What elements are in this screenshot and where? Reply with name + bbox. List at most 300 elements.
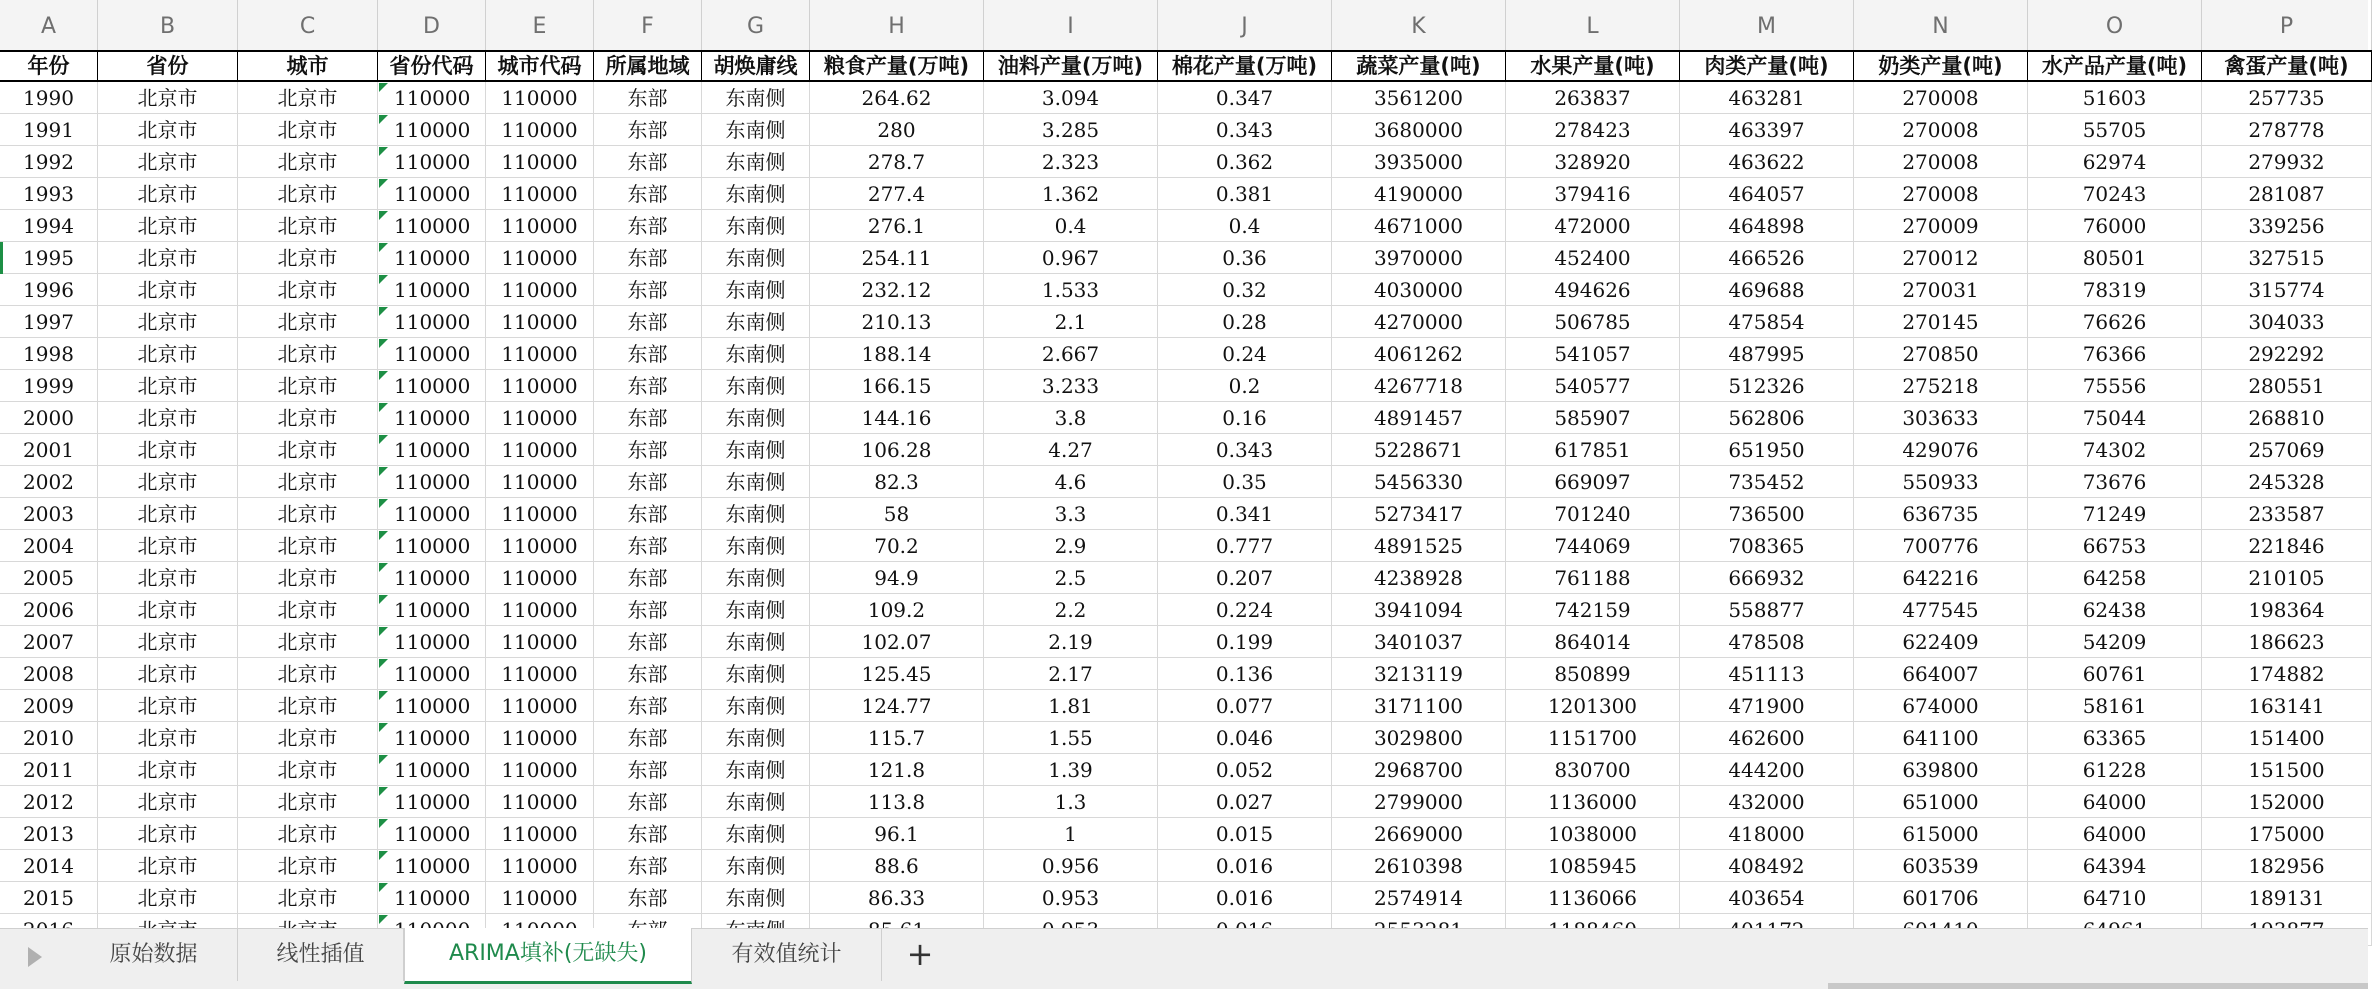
table-cell[interactable]: 0.207 (1158, 562, 1332, 594)
table-cell[interactable]: 110000 (486, 498, 594, 530)
table-cell[interactable]: 1991 (0, 114, 98, 146)
table-cell[interactable]: 东南侧 (702, 498, 810, 530)
table-cell[interactable]: 2000 (0, 402, 98, 434)
table-cell[interactable]: 2001 (0, 434, 98, 466)
column-letter-g[interactable]: G (702, 0, 810, 50)
table-cell[interactable]: 279932 (2202, 146, 2372, 178)
table-cell[interactable]: 736500 (1680, 498, 1854, 530)
table-cell[interactable]: 2015 (0, 882, 98, 914)
table-cell[interactable]: 110000 (378, 498, 486, 530)
column-letter-e[interactable]: E (486, 0, 594, 50)
table-cell[interactable]: 东部 (594, 210, 702, 242)
table-cell[interactable]: 北京市 (98, 658, 238, 690)
table-cell[interactable]: 110000 (486, 178, 594, 210)
table-cell[interactable]: 280551 (2202, 370, 2372, 402)
table-cell[interactable]: 东部 (594, 402, 702, 434)
table-cell[interactable]: 70.2 (810, 530, 984, 562)
table-cell[interactable]: 北京市 (98, 466, 238, 498)
table-cell[interactable]: 63365 (2028, 722, 2202, 754)
table-cell[interactable]: 东南侧 (702, 818, 810, 850)
table-cell[interactable]: 110000 (486, 786, 594, 818)
table-cell[interactable]: 0.199 (1158, 626, 1332, 658)
table-cell[interactable]: 0.015 (1158, 818, 1332, 850)
table-cell[interactable]: 327515 (2202, 242, 2372, 274)
tab-raw-data[interactable]: 原始数据 (70, 929, 238, 981)
table-cell[interactable]: 64000 (2028, 818, 2202, 850)
table-cell[interactable]: 303633 (1854, 402, 2028, 434)
table-cell[interactable]: 494626 (1506, 274, 1680, 306)
header-cell[interactable]: 粮食产量(万吨) (810, 50, 984, 82)
table-cell[interactable]: 4891525 (1332, 530, 1506, 562)
table-cell[interactable]: 245328 (2202, 466, 2372, 498)
table-cell[interactable]: 东部 (594, 786, 702, 818)
table-cell[interactable]: 1994 (0, 210, 98, 242)
header-cell[interactable]: 奶类产量(吨) (1854, 50, 2028, 82)
table-cell[interactable]: 1038000 (1506, 818, 1680, 850)
table-cell[interactable]: 110000 (486, 82, 594, 114)
table-cell[interactable]: 110000 (486, 338, 594, 370)
table-cell[interactable]: 270031 (1854, 274, 2028, 306)
table-cell[interactable]: 735452 (1680, 466, 1854, 498)
table-cell[interactable]: 558877 (1680, 594, 1854, 626)
table-cell[interactable]: 北京市 (238, 594, 378, 626)
table-cell[interactable]: 78319 (2028, 274, 2202, 306)
table-cell[interactable]: 182956 (2202, 850, 2372, 882)
table-cell[interactable]: 北京市 (98, 338, 238, 370)
table-cell[interactable]: 北京市 (98, 818, 238, 850)
table-cell[interactable]: 110000 (486, 882, 594, 914)
table-cell[interactable]: 东南侧 (702, 114, 810, 146)
table-cell[interactable]: 0.24 (1158, 338, 1332, 370)
table-cell[interactable]: 110000 (378, 818, 486, 850)
table-cell[interactable]: 418000 (1680, 818, 1854, 850)
table-cell[interactable]: 北京市 (238, 466, 378, 498)
table-cell[interactable]: 北京市 (238, 498, 378, 530)
table-cell[interactable]: 109.2 (810, 594, 984, 626)
table-cell[interactable]: 0.32 (1158, 274, 1332, 306)
table-cell[interactable]: 东部 (594, 882, 702, 914)
table-cell[interactable]: 432000 (1680, 786, 1854, 818)
table-cell[interactable]: 北京市 (98, 146, 238, 178)
table-cell[interactable]: 2010 (0, 722, 98, 754)
table-cell[interactable]: 3.233 (984, 370, 1158, 402)
table-cell[interactable]: 75044 (2028, 402, 2202, 434)
table-cell[interactable]: 北京市 (238, 178, 378, 210)
table-cell[interactable]: 东部 (594, 658, 702, 690)
table-cell[interactable]: 110000 (378, 754, 486, 786)
column-letter-m[interactable]: M (1680, 0, 1854, 50)
table-cell[interactable]: 270008 (1854, 82, 2028, 114)
table-cell[interactable]: 66753 (2028, 530, 2202, 562)
table-cell[interactable]: 0.343 (1158, 114, 1332, 146)
table-cell[interactable]: 东部 (594, 274, 702, 306)
table-cell[interactable]: 东部 (594, 370, 702, 402)
table-cell[interactable]: 60761 (2028, 658, 2202, 690)
table-cell[interactable]: 0.224 (1158, 594, 1332, 626)
column-letter-d[interactable]: D (378, 0, 486, 50)
table-cell[interactable]: 东部 (594, 594, 702, 626)
column-letter-h[interactable]: H (810, 0, 984, 50)
table-cell[interactable]: 429076 (1854, 434, 2028, 466)
table-cell[interactable]: 东南侧 (702, 530, 810, 562)
table-cell[interactable]: 110000 (378, 114, 486, 146)
table-cell[interactable]: 0.016 (1158, 882, 1332, 914)
table-cell[interactable]: 北京市 (238, 658, 378, 690)
horizontal-scrollbar[interactable] (1828, 983, 2368, 989)
table-cell[interactable]: 96.1 (810, 818, 984, 850)
column-letter-n[interactable]: N (1854, 0, 2028, 50)
table-cell[interactable]: 1992 (0, 146, 98, 178)
table-cell[interactable]: 1999 (0, 370, 98, 402)
table-cell[interactable]: 东南侧 (702, 754, 810, 786)
table-cell[interactable]: 东部 (594, 466, 702, 498)
table-cell[interactable]: 198364 (2202, 594, 2372, 626)
table-cell[interactable]: 东南侧 (702, 338, 810, 370)
table-cell[interactable]: 110000 (486, 306, 594, 338)
table-cell[interactable]: 0.016 (1158, 850, 1332, 882)
table-cell[interactable]: 5228671 (1332, 434, 1506, 466)
table-cell[interactable]: 708365 (1680, 530, 1854, 562)
table-cell[interactable]: 674000 (1854, 690, 2028, 722)
table-cell[interactable]: 1997 (0, 306, 98, 338)
table-cell[interactable]: 110000 (486, 114, 594, 146)
table-cell[interactable]: 175000 (2202, 818, 2372, 850)
table-cell[interactable]: 110000 (486, 146, 594, 178)
table-cell[interactable]: 110000 (486, 594, 594, 626)
table-cell[interactable]: 76000 (2028, 210, 2202, 242)
table-cell[interactable]: 64394 (2028, 850, 2202, 882)
table-cell[interactable]: 北京市 (238, 562, 378, 594)
table-cell[interactable]: 北京市 (98, 882, 238, 914)
table-cell[interactable]: 210105 (2202, 562, 2372, 594)
table-cell[interactable]: 110000 (486, 658, 594, 690)
table-cell[interactable]: 540577 (1506, 370, 1680, 402)
table-cell[interactable]: 55705 (2028, 114, 2202, 146)
column-letter-a[interactable]: A (0, 0, 98, 50)
table-cell[interactable]: 54209 (2028, 626, 2202, 658)
table-cell[interactable]: 1996 (0, 274, 98, 306)
table-cell[interactable]: 472000 (1506, 210, 1680, 242)
table-cell[interactable]: 270012 (1854, 242, 2028, 274)
table-cell[interactable]: 东南侧 (702, 82, 810, 114)
table-cell[interactable]: 232.12 (810, 274, 984, 306)
table-cell[interactable]: 94.9 (810, 562, 984, 594)
table-cell[interactable]: 270850 (1854, 338, 2028, 370)
table-cell[interactable]: 257735 (2202, 82, 2372, 114)
header-cell[interactable]: 年份 (0, 50, 98, 82)
table-cell[interactable]: 641100 (1854, 722, 2028, 754)
table-cell[interactable]: 1136000 (1506, 786, 1680, 818)
table-cell[interactable]: 北京市 (98, 178, 238, 210)
table-cell[interactable]: 1.533 (984, 274, 1158, 306)
table-cell[interactable]: 东南侧 (702, 850, 810, 882)
table-cell[interactable]: 北京市 (98, 370, 238, 402)
table-cell[interactable]: 110000 (486, 722, 594, 754)
table-cell[interactable]: 2012 (0, 786, 98, 818)
table-cell[interactable]: 东部 (594, 530, 702, 562)
table-cell[interactable]: 北京市 (238, 402, 378, 434)
table-cell[interactable]: 东南侧 (702, 434, 810, 466)
table-cell[interactable]: 0.077 (1158, 690, 1332, 722)
table-cell[interactable]: 642216 (1854, 562, 2028, 594)
table-cell[interactable]: 51603 (2028, 82, 2202, 114)
table-cell[interactable]: 0.35 (1158, 466, 1332, 498)
table-cell[interactable]: 2799000 (1332, 786, 1506, 818)
table-cell[interactable]: 471900 (1680, 690, 1854, 722)
table-cell[interactable]: 622409 (1854, 626, 2028, 658)
table-cell[interactable]: 2005 (0, 562, 98, 594)
table-cell[interactable]: 1151700 (1506, 722, 1680, 754)
table-cell[interactable]: 669097 (1506, 466, 1680, 498)
table-cell[interactable]: 110000 (378, 850, 486, 882)
table-cell[interactable]: 125.45 (810, 658, 984, 690)
table-cell[interactable]: 110000 (378, 370, 486, 402)
table-cell[interactable]: 东部 (594, 434, 702, 466)
table-cell[interactable]: 北京市 (238, 818, 378, 850)
table-cell[interactable]: 110000 (378, 786, 486, 818)
table-cell[interactable]: 北京市 (238, 786, 378, 818)
table-cell[interactable]: 102.07 (810, 626, 984, 658)
table-cell[interactable]: 1995 (0, 242, 98, 274)
table-cell[interactable]: 北京市 (238, 722, 378, 754)
table-cell[interactable]: 328920 (1506, 146, 1680, 178)
table-cell[interactable]: 2.667 (984, 338, 1158, 370)
tab-arima-fill[interactable]: ARIMA填补(无缺失) (404, 928, 692, 984)
tab-linear-interpolation[interactable]: 线性插值 (238, 929, 404, 981)
table-cell[interactable]: 0.027 (1158, 786, 1332, 818)
table-cell[interactable]: 281087 (2202, 178, 2372, 210)
table-cell[interactable]: 257069 (2202, 434, 2372, 466)
table-cell[interactable]: 2.17 (984, 658, 1158, 690)
table-cell[interactable]: 188.14 (810, 338, 984, 370)
table-cell[interactable]: 74302 (2028, 434, 2202, 466)
table-cell[interactable]: 北京市 (238, 146, 378, 178)
table-cell[interactable]: 4267718 (1332, 370, 1506, 402)
table-cell[interactable]: 110000 (378, 242, 486, 274)
table-cell[interactable]: 110000 (378, 338, 486, 370)
table-cell[interactable]: 2.1 (984, 306, 1158, 338)
header-cell[interactable]: 蔬菜产量(吨) (1332, 50, 1506, 82)
table-cell[interactable]: 88.6 (810, 850, 984, 882)
table-cell[interactable]: 东部 (594, 82, 702, 114)
column-letter-b[interactable]: B (98, 0, 238, 50)
table-cell[interactable]: 东部 (594, 690, 702, 722)
table-cell[interactable]: 110000 (486, 530, 594, 562)
table-cell[interactable]: 北京市 (98, 114, 238, 146)
table-cell[interactable]: 270009 (1854, 210, 2028, 242)
table-cell[interactable]: 4891457 (1332, 402, 1506, 434)
table-cell[interactable]: 58 (810, 498, 984, 530)
column-letter-o[interactable]: O (2028, 0, 2202, 50)
table-cell[interactable]: 110000 (378, 882, 486, 914)
table-cell[interactable]: 276.1 (810, 210, 984, 242)
table-cell[interactable]: 80501 (2028, 242, 2202, 274)
table-cell[interactable]: 4030000 (1332, 274, 1506, 306)
table-cell[interactable]: 163141 (2202, 690, 2372, 722)
table-cell[interactable]: 379416 (1506, 178, 1680, 210)
table-cell[interactable]: 151400 (2202, 722, 2372, 754)
table-cell[interactable]: 61228 (2028, 754, 2202, 786)
column-letter-i[interactable]: I (984, 0, 1158, 50)
table-cell[interactable]: 0.967 (984, 242, 1158, 274)
table-cell[interactable]: 3.8 (984, 402, 1158, 434)
table-cell[interactable]: 1201300 (1506, 690, 1680, 722)
table-cell[interactable]: 254.11 (810, 242, 984, 274)
table-cell[interactable]: 1.55 (984, 722, 1158, 754)
table-cell[interactable]: 850899 (1506, 658, 1680, 690)
table-cell[interactable]: 北京市 (98, 82, 238, 114)
table-cell[interactable]: 北京市 (238, 626, 378, 658)
table-cell[interactable]: 北京市 (238, 530, 378, 562)
table-cell[interactable]: 东南侧 (702, 786, 810, 818)
table-cell[interactable]: 562806 (1680, 402, 1854, 434)
table-cell[interactable]: 4671000 (1332, 210, 1506, 242)
table-cell[interactable]: 615000 (1854, 818, 2028, 850)
table-cell[interactable]: 2.323 (984, 146, 1158, 178)
table-cell[interactable]: 2610398 (1332, 850, 1506, 882)
table-cell[interactable]: 830700 (1506, 754, 1680, 786)
table-cell[interactable]: 475854 (1680, 306, 1854, 338)
header-cell[interactable]: 省份 (98, 50, 238, 82)
table-cell[interactable]: 1 (984, 818, 1158, 850)
table-cell[interactable]: 3.094 (984, 82, 1158, 114)
table-cell[interactable]: 466526 (1680, 242, 1854, 274)
table-cell[interactable]: 北京市 (98, 754, 238, 786)
table-cell[interactable]: 东南侧 (702, 178, 810, 210)
table-cell[interactable]: 东南侧 (702, 370, 810, 402)
table-cell[interactable]: 292292 (2202, 338, 2372, 370)
table-cell[interactable]: 东部 (594, 306, 702, 338)
table-cell[interactable]: 75556 (2028, 370, 2202, 402)
table-cell[interactable]: 东部 (594, 754, 702, 786)
table-cell[interactable]: 东部 (594, 850, 702, 882)
table-cell[interactable]: 北京市 (98, 274, 238, 306)
table-cell[interactable]: 3213119 (1332, 658, 1506, 690)
table-cell[interactable]: 263837 (1506, 82, 1680, 114)
table-cell[interactable]: 东部 (594, 498, 702, 530)
table-cell[interactable]: 东南侧 (702, 658, 810, 690)
table-cell[interactable]: 北京市 (98, 402, 238, 434)
table-cell[interactable]: 2.9 (984, 530, 1158, 562)
table-cell[interactable]: 110000 (378, 562, 486, 594)
header-cell[interactable]: 城市 (238, 50, 378, 82)
table-cell[interactable]: 东南侧 (702, 882, 810, 914)
table-cell[interactable]: 2.5 (984, 562, 1158, 594)
table-cell[interactable]: 3935000 (1332, 146, 1506, 178)
table-cell[interactable]: 3171100 (1332, 690, 1506, 722)
table-cell[interactable]: 1.362 (984, 178, 1158, 210)
table-cell[interactable]: 110000 (378, 82, 486, 114)
table-cell[interactable]: 0.2 (1158, 370, 1332, 402)
table-cell[interactable]: 北京市 (98, 722, 238, 754)
table-cell[interactable]: 110000 (378, 402, 486, 434)
table-cell[interactable]: 110000 (378, 690, 486, 722)
table-cell[interactable]: 3970000 (1332, 242, 1506, 274)
table-cell[interactable]: 北京市 (98, 530, 238, 562)
table-cell[interactable]: 110000 (378, 466, 486, 498)
table-cell[interactable]: 3680000 (1332, 114, 1506, 146)
table-cell[interactable]: 东南侧 (702, 306, 810, 338)
table-cell[interactable]: 110000 (378, 626, 486, 658)
table-cell[interactable]: 110000 (378, 722, 486, 754)
table-cell[interactable]: 1136066 (1506, 882, 1680, 914)
table-cell[interactable]: 124.77 (810, 690, 984, 722)
table-cell[interactable]: 110000 (486, 818, 594, 850)
table-cell[interactable]: 北京市 (238, 882, 378, 914)
table-cell[interactable]: 2008 (0, 658, 98, 690)
table-cell[interactable]: 0.347 (1158, 82, 1332, 114)
table-cell[interactable]: 152000 (2202, 786, 2372, 818)
table-cell[interactable]: 464057 (1680, 178, 1854, 210)
table-cell[interactable]: 70243 (2028, 178, 2202, 210)
table-cell[interactable]: 北京市 (98, 562, 238, 594)
table-cell[interactable]: 110000 (378, 658, 486, 690)
table-cell[interactable]: 110000 (486, 850, 594, 882)
table-cell[interactable]: 701240 (1506, 498, 1680, 530)
table-cell[interactable]: 550933 (1854, 466, 2028, 498)
table-cell[interactable]: 北京市 (238, 690, 378, 722)
table-cell[interactable]: 64258 (2028, 562, 2202, 594)
table-cell[interactable]: 5456330 (1332, 466, 1506, 498)
table-cell[interactable]: 东南侧 (702, 722, 810, 754)
table-cell[interactable]: 151500 (2202, 754, 2372, 786)
table-cell[interactable]: 477545 (1854, 594, 2028, 626)
header-cell[interactable]: 城市代码 (486, 50, 594, 82)
table-cell[interactable]: 4061262 (1332, 338, 1506, 370)
table-cell[interactable]: 463397 (1680, 114, 1854, 146)
header-cell[interactable]: 肉类产量(吨) (1680, 50, 1854, 82)
table-cell[interactable]: 0.777 (1158, 530, 1332, 562)
table-cell[interactable]: 3.3 (984, 498, 1158, 530)
table-cell[interactable]: 北京市 (238, 210, 378, 242)
table-cell[interactable]: 0.046 (1158, 722, 1332, 754)
table-cell[interactable]: 110000 (486, 754, 594, 786)
table-cell[interactable]: 463622 (1680, 146, 1854, 178)
table-cell[interactable]: 2669000 (1332, 818, 1506, 850)
table-cell[interactable]: 86.33 (810, 882, 984, 914)
table-cell[interactable]: 110000 (378, 146, 486, 178)
table-cell[interactable]: 110000 (486, 434, 594, 466)
table-cell[interactable]: 636735 (1854, 498, 2028, 530)
table-cell[interactable]: 210.13 (810, 306, 984, 338)
table-cell[interactable]: 82.3 (810, 466, 984, 498)
header-cell[interactable]: 水果产量(吨) (1506, 50, 1680, 82)
table-cell[interactable]: 275218 (1854, 370, 2028, 402)
table-cell[interactable]: 3561200 (1332, 82, 1506, 114)
table-cell[interactable]: 278778 (2202, 114, 2372, 146)
table-cell[interactable]: 2007 (0, 626, 98, 658)
table-cell[interactable]: 北京市 (238, 338, 378, 370)
table-cell[interactable]: 1998 (0, 338, 98, 370)
table-cell[interactable]: 4.6 (984, 466, 1158, 498)
table-cell[interactable]: 106.28 (810, 434, 984, 466)
table-cell[interactable]: 东部 (594, 146, 702, 178)
table-cell[interactable]: 东部 (594, 818, 702, 850)
table-cell[interactable]: 62438 (2028, 594, 2202, 626)
table-cell[interactable]: 110000 (486, 210, 594, 242)
table-cell[interactable]: 110000 (486, 274, 594, 306)
table-cell[interactable]: 71249 (2028, 498, 2202, 530)
table-cell[interactable]: 北京市 (98, 850, 238, 882)
table-cell[interactable]: 189131 (2202, 882, 2372, 914)
table-cell[interactable]: 0.16 (1158, 402, 1332, 434)
table-cell[interactable]: 651950 (1680, 434, 1854, 466)
table-cell[interactable]: 58161 (2028, 690, 2202, 722)
table-cell[interactable]: 2968700 (1332, 754, 1506, 786)
table-cell[interactable]: 408492 (1680, 850, 1854, 882)
table-cell[interactable]: 东部 (594, 338, 702, 370)
table-cell[interactable]: 北京市 (98, 690, 238, 722)
